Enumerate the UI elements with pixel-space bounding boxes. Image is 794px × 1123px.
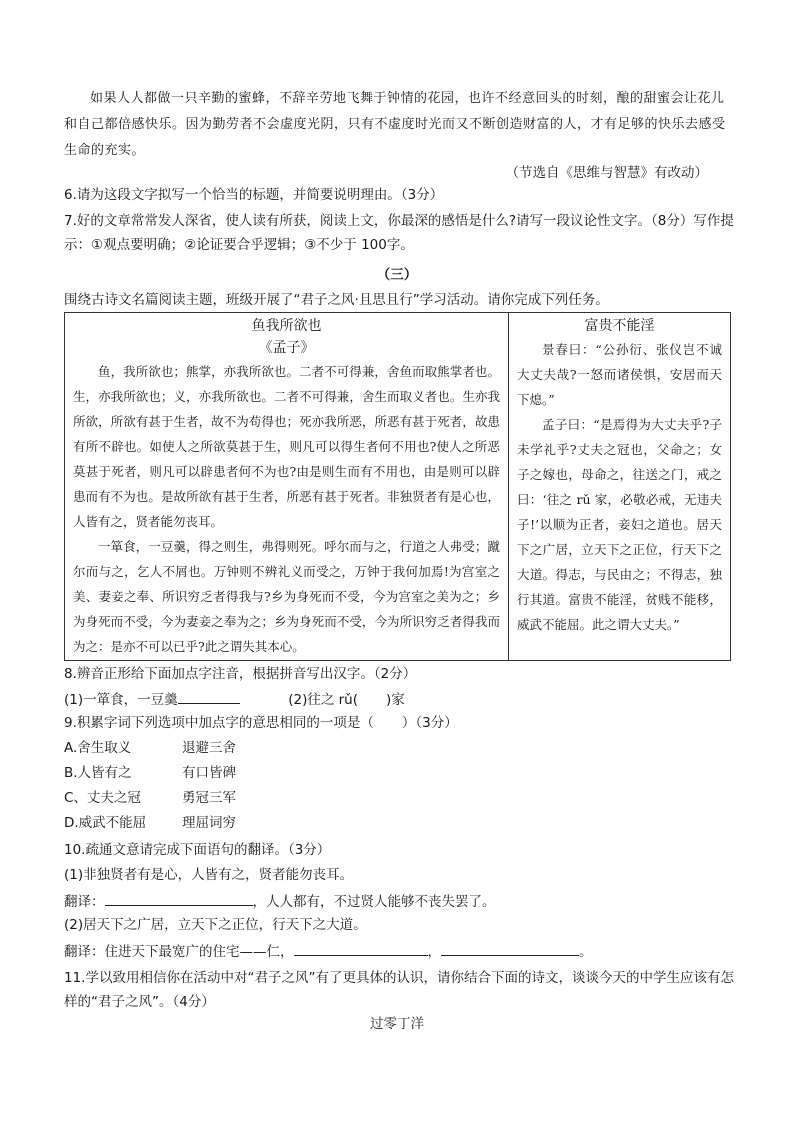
question-10-sentence-1: (1)非独贤者有是心，人皆有之，贤者能勿丧耳。 [64,867,354,883]
question-10: 10.疏通文意请完成下面语句的翻译。（3分） [64,842,331,858]
option-d-pair: 理屈词穷 [182,815,236,831]
question-9-score: ）（3分） [401,715,458,731]
answer-blank[interactable] [105,890,253,906]
option-c-pair: 勇冠三军 [182,790,236,806]
answer-blank[interactable] [294,940,428,956]
left-text-paragraph-2: 一箪食，一豆羹，得之则生，弗得则死。呼尔而与之，行道之人弗受；蹴尔而与之，乞人不屑也。万钟则不辨礼义而受之，万钟于我何加焉!为宫室之美、妻妾之奉、所识穷乏者得我与?乡为身死而不受，今为宫室之美为之；乡为身死而不受，今为妻妾之奉为之；乡为身死而不受，今为所识穷乏者得我而为之：是亦不可以已乎?此之谓失其本心。 [73,539,500,654]
right-text-paragraph-2: 孟子曰：“是焉得为大丈夫乎?子未学礼乎?丈夫之冠也，父命之；女子之嫁也，母命之，往送之门，戒之曰：‘往之 rǔ 家，必敬必戒，无违夫子!’以顺为正者，妾妇之道也。居天下之广居，立天下之正位，行天下之大道。得志，与民由之；不得志，独行其道。富贵不能淫，贫贱不能移，威武不能屈。此之谓大丈夫。” [517,417,722,632]
option-c: C、丈夫之冠 [64,790,141,806]
intro-paragraph: 如果人人都做一只辛勤的蜜蜂，不辞辛劳地飞舞于钟情的花园，也许不经意回头的时刻，酿的甜蜜会让花儿和自己都倍感快乐。因为勤劳者不会虚度光阴，只有不虚度时光而又不断创造财富的人，才有足够的快乐去感受生命的充实。 [64,91,726,158]
right-text-paragraph-1: 景春曰：“公孙衍、张仪岂不诚大丈夫哉?一怒而诸侯惧，安居而天下熄。” [517,342,722,407]
question-8-items [64,688,405,710]
question-10-translation-1 [64,890,496,912]
classical-texts-table [64,312,731,661]
option-d: D.威武不能屈 [64,815,147,831]
answer-blank[interactable] [178,688,240,704]
left-text-cell [65,313,509,661]
question-8: 8.辨音正形给下面加点字注音，根据拼音写出汉字。（2分） [64,666,417,682]
question-8-item-2: (2)往之 rǔ( [288,692,359,708]
option-b-pair: 有口皆碑 [182,765,236,781]
translation-label: 翻译： [64,894,105,910]
poem-title: 过零丁洋 [370,1016,424,1032]
question-7: 7.好的文章常常发人深省，使人读有所获，阅读上文，你最深的感悟是什么?请写一段议论性文字。（8分）写作提示：①观点要明确；②论证要合乎逻辑；③不少于 100字。 [64,213,734,253]
option-a: A.舍生取义 [64,740,132,756]
section-heading: （三） [376,267,418,283]
question-11: 11.学以致用相信你在活动中对“君子之风”有了更具体的认识，请你结合下面的诗文，谈谈今天的中学生应该有怎样的“君子之风”。（4分） [64,970,734,1010]
question-8-item-2-end: )家 [386,692,405,708]
question-8-item-1: (1)一箪食，一豆羹 [64,692,178,708]
answer-blank[interactable] [441,940,579,956]
left-text-author: 《孟子》 [258,340,315,356]
source-note: （节选自《思维与智慧》有改动） [505,165,708,181]
option-b: B.人皆有之 [64,765,132,781]
right-text-title: 富贵不能淫 [584,318,655,334]
question-9 [64,713,458,733]
right-text-cell [509,313,731,661]
question-6: 6.请为这段文字拟写一个恰当的标题，并简要说明理由。（3分） [64,187,444,203]
left-text-paragraph-1: 鱼，我所欲也；熊掌，亦我所欲也。二者不可得兼，舍鱼而取熊掌者也。生，亦我所欲也；义，亦我所欲也。二者不可得兼，舍生而取义者也。生亦我所欲，所欲有甚于生者，故不为苟得也；死亦我所恶，所恶有甚于死者，故患有所不辟也。如使人之所欲莫甚于生，则凡可以得生者何不用也?使人之所恶莫甚于死者，则凡可以辟患者何不为也?由是则生而有不用也，由是则可以辟患而有不为也。是故所欲有甚于生者，所恶有甚于死者。非独贤者有是心也，人皆有之，贤者能勿丧耳。 [73,364,500,529]
question-9-text: 9.积累字词下列选项中加点字的意思相同的一项是（ [64,715,374,731]
translation-sep: ， [427,944,441,960]
translation-rest: ，人人都有，不过贤人能够不丧失罢了。 [252,894,496,910]
question-10-translation-2 [64,940,593,962]
left-text-title: 鱼我所欲也 [251,318,322,334]
translation-label: 翻译：住进天下最宽广的住宅——仁， [64,944,294,960]
question-10-sentence-2: (2)居天下之广居，立天下之正位，行天下之大道。 [64,917,367,933]
activity-lead: 围绕古诗文名篇阅读主题，班级开展了“君子之风·且思且行”学习活动。请你完成下列任务。 [64,292,609,308]
translation-end: 。 [579,944,593,960]
option-a-pair: 退避三舍 [182,740,236,756]
